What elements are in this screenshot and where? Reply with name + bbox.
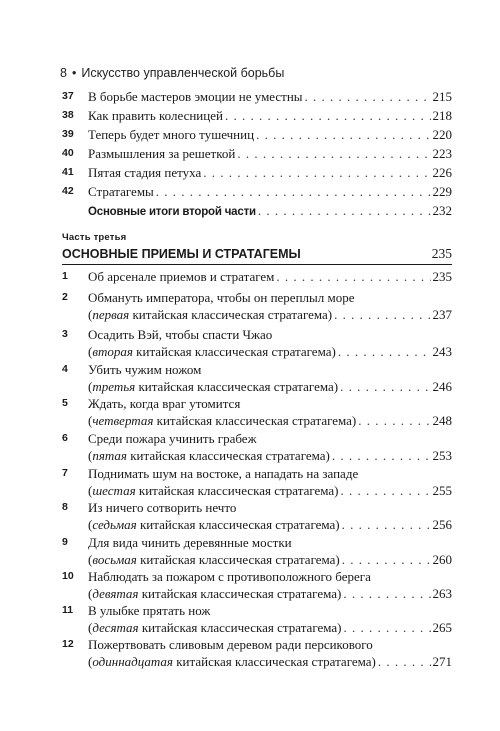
chapter-subtitle: (третья китайская классическая стратагема) xyxy=(88,379,339,394)
chapter-subtitle: (первая китайская классическая стратагема) xyxy=(88,307,333,322)
page-number: 8 xyxy=(60,66,67,80)
ordinal: четвертая xyxy=(92,413,154,428)
chapter-page: 248 xyxy=(432,413,452,428)
chapter-page: 226 xyxy=(432,165,452,180)
ordinal: одиннадцатая xyxy=(92,654,173,669)
chapter-number: 12 xyxy=(62,638,74,650)
summary-page: 232 xyxy=(432,203,452,218)
dot-leader xyxy=(203,164,430,181)
chapter-title: Стратагемы xyxy=(88,184,154,199)
chapter-subtitle: (десятая китайская классическая стратагема) xyxy=(88,620,342,635)
part-title: ОСНОВНЫЕ ПРИЕМЫ И СТРАТАГЕМЫ xyxy=(62,247,301,261)
running-head xyxy=(60,66,284,80)
chapter-title: В улыбке прятать нож xyxy=(88,603,211,618)
dot-leader xyxy=(342,551,431,568)
chapter-number: 42 xyxy=(62,185,74,197)
ordinal: первая xyxy=(92,307,130,322)
chapter-page: 263 xyxy=(432,586,452,601)
ordinal: десятая xyxy=(92,620,139,635)
chapter-number: 1 xyxy=(62,270,68,282)
chapter-title: Среди пожара учинить грабеж xyxy=(88,431,257,446)
chapter-number: 8 xyxy=(62,501,68,513)
chapter-page: 260 xyxy=(432,552,452,567)
dot-leader xyxy=(305,88,431,105)
dot-leader xyxy=(341,482,431,499)
chapter-number: 11 xyxy=(62,604,74,616)
dot-leader xyxy=(225,107,431,124)
chapter-subtitle: (вторая китайская классическая стратагема) xyxy=(88,344,336,359)
ordinal: девятая xyxy=(92,586,139,601)
chapter-title: Наблюдать за пожаром с противоположного берега xyxy=(88,569,371,584)
dot-leader xyxy=(332,447,431,464)
chapter-page: 237 xyxy=(432,307,452,322)
chapter-page: 246 xyxy=(432,379,452,394)
dot-leader xyxy=(342,516,431,533)
chapter-number: 40 xyxy=(62,147,74,159)
dot-leader xyxy=(343,619,430,636)
dot-leader xyxy=(237,145,430,162)
ordinal: шестая xyxy=(92,483,136,498)
chapter-page: 255 xyxy=(432,483,452,498)
chapter-title: Убить чужим ножом xyxy=(88,362,202,377)
ordinal: вторая xyxy=(92,344,133,359)
chapter-number: 5 xyxy=(62,397,68,409)
chapter-subtitle: (четвертая китайская классическая стратагема) xyxy=(88,413,357,428)
dot-leader xyxy=(378,653,431,670)
chapter-number: 3 xyxy=(62,328,68,340)
dot-leader xyxy=(340,378,430,395)
chapter-title: Теперь будет много тушечниц xyxy=(88,127,255,142)
chapter-subtitle: (шестая китайская классическая стратагема) xyxy=(88,483,339,498)
chapter-number: 10 xyxy=(62,570,74,582)
dot-leader xyxy=(276,268,430,285)
chapter-title: Поднимать шум на востоке, а нападать на западе xyxy=(88,466,359,481)
chapter-title: Об арсенале приемов и стратагем xyxy=(88,269,275,284)
chapter-title: Ждать, когда враг утомится xyxy=(88,396,241,411)
chapter-number: 37 xyxy=(62,90,74,102)
bullet-separator: • xyxy=(71,66,77,80)
chapter-number: 7 xyxy=(62,467,68,479)
chapter-page: 235 xyxy=(432,269,452,284)
dot-leader xyxy=(334,306,430,323)
chapter-subtitle: (пятая китайская классическая стратагема) xyxy=(88,448,330,463)
ordinal: пятая xyxy=(92,448,127,463)
dot-leader xyxy=(343,585,430,602)
summary-title: Основные итоги второй части xyxy=(88,206,256,218)
dot-leader xyxy=(156,183,431,200)
chapter-number: 38 xyxy=(62,109,74,121)
chapter-title: Размышления за решеткой xyxy=(88,146,236,161)
chapter-number: 39 xyxy=(62,128,74,140)
chapter-page: 220 xyxy=(432,127,452,142)
dot-leader xyxy=(258,202,431,219)
chapter-page: 215 xyxy=(432,89,452,104)
chapter-number: 4 xyxy=(62,363,68,375)
ordinal: восьмая xyxy=(92,552,137,567)
chapter-number: 2 xyxy=(62,291,68,303)
part-label: Часть третья xyxy=(62,232,127,243)
ordinal: третья xyxy=(92,379,136,394)
dot-leader xyxy=(358,412,430,429)
part-heading xyxy=(62,246,452,265)
chapter-page: 218 xyxy=(432,108,452,123)
chapter-page: 229 xyxy=(432,184,452,199)
chapter-title: Для вида чинить деревянные мостки xyxy=(88,535,292,550)
chapter-number: 41 xyxy=(62,166,74,178)
chapter-subtitle: (девятая китайская классическая стратагема) xyxy=(88,586,342,601)
book-title: Искусство управленческой борьбы xyxy=(81,66,285,80)
chapter-subtitle: (восьмая китайская классическая стратагема) xyxy=(88,552,340,567)
chapter-title: Из ничего сотворить нечто xyxy=(88,500,237,515)
chapter-title: Как править колесницей xyxy=(88,108,223,123)
chapter-title: Обмануть императора, чтобы он переплыл море xyxy=(88,290,355,305)
chapter-subtitle: (одиннадцатая китайская классическая стратагема) xyxy=(88,654,376,669)
chapter-page: 256 xyxy=(432,517,452,532)
chapter-subtitle: (седьмая китайская классическая стратагема) xyxy=(88,517,340,532)
chapter-page: 253 xyxy=(432,448,452,463)
chapter-page: 265 xyxy=(432,620,452,635)
chapter-title: Осадить Вэй, чтобы спасти Чжао xyxy=(88,327,273,342)
ordinal: седьмая xyxy=(92,517,137,532)
chapter-title: Пятая стадия петуха xyxy=(88,165,202,180)
dot-leader xyxy=(338,343,431,360)
chapter-page: 243 xyxy=(432,344,452,359)
chapter-title: В борьбе мастеров эмоции не уместны xyxy=(88,89,303,104)
chapter-number: 9 xyxy=(62,536,68,548)
chapter-page: 271 xyxy=(432,654,452,669)
chapter-number: 6 xyxy=(62,432,68,444)
part-page: 235 xyxy=(431,246,452,261)
chapter-page: 223 xyxy=(432,146,452,161)
dot-leader xyxy=(256,126,430,143)
chapter-title: Пожертвовать сливовым деревом ради персикового xyxy=(88,637,373,652)
